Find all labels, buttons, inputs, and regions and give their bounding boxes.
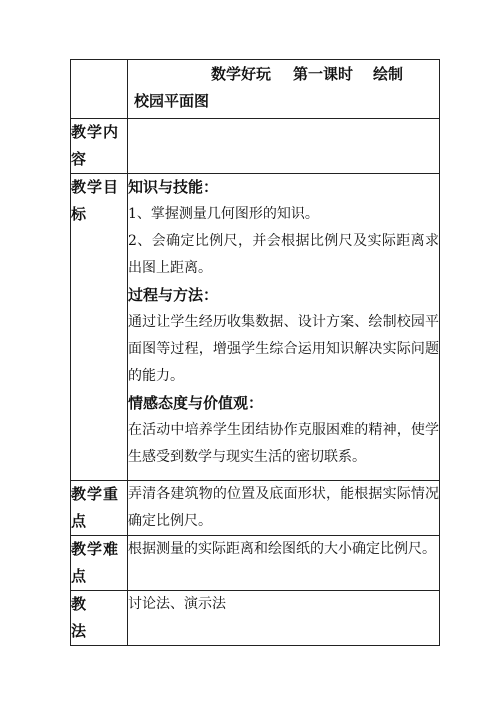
title-part-1: 数学好玩 [211,65,272,83]
method-row [71,591,440,646]
method-label-line-1: 教 [71,595,87,613]
title-part-3: 绘制 [373,65,404,83]
goals-item: 在活动中培养学生团结协作克服困难的精神，使学生感受到数学与现实生活的密切联系。 [128,422,439,465]
difficulty-value: 根据测量的实际距离和绘图纸的大小确定比例尺。 [128,536,440,591]
goals-value [128,174,440,481]
goals-heading-process: 过程与方法： [128,286,219,304]
title-label-cell [71,60,128,119]
key-points-row [71,481,440,536]
lesson-plan-table [70,59,440,646]
goals-heading-attitude: 情感态度与价值观： [128,394,264,412]
content-label: 教学内容 [71,119,128,174]
method-value: 讨论法、演示法 [128,591,440,646]
goals-item: 2、会确定比例尺，并会根据比例尺及实际距离求出图上距离。 [128,233,439,276]
difficulty-row [71,536,440,591]
title-cell [128,60,440,119]
goals-label: 教学目标 [71,174,128,481]
goals-heading-skills: 知识与技能： [128,178,219,196]
title-part-2: 第一课时 [293,65,354,83]
goals-item: 1、掌握测量几何图形的知识。 [128,206,319,222]
method-label-line-2: 法 [71,622,87,640]
title-line-2: 校园平面图 [134,92,210,110]
key-points-label: 教学重点 [71,481,128,536]
difficulty-label: 教学难点 [71,536,128,591]
content-value [128,119,440,174]
goals-row [71,174,440,481]
title-line-1 [128,60,439,88]
content-row [71,119,440,174]
method-label [71,591,128,646]
goals-item: 通过让学生经历收集数据、设计方案、绘制校园平面图等过程，增强学生综合运用知识解决实际问题的能力。 [128,314,439,384]
key-points-value: 弄清各建筑物的位置及底面形状，能根据实际情况确定比例尺。 [128,481,440,536]
title-row [71,60,440,119]
